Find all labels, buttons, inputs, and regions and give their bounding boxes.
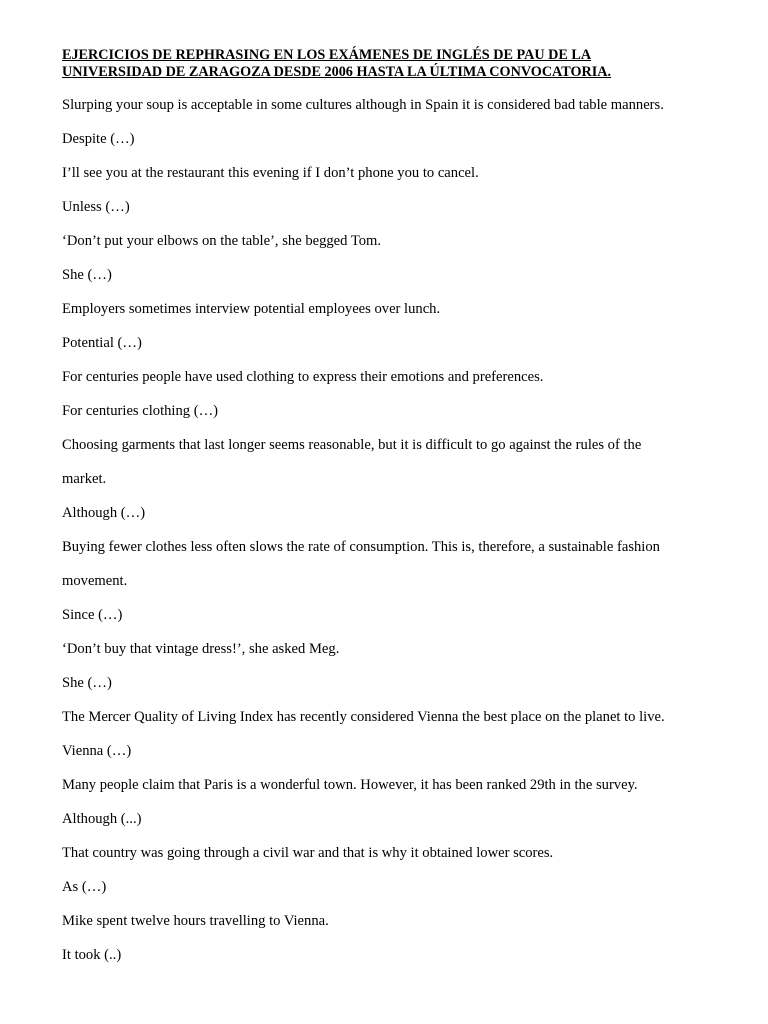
- exercise-sentence: Many people claim that Paris is a wonderful town. However, it has been ranked 29th in the survey.: [62, 777, 638, 793]
- exercise-sentence: ‘Don’t put your elbows on the table’, she begged Tom.: [62, 233, 382, 249]
- exercise-sentence: That country was going through a civil war and that is why it obtained lower scores.: [62, 845, 554, 861]
- exercise-sentence-continuation: movement.: [62, 573, 128, 589]
- exercise-sentence: Choosing garments that last longer seems reasonable, but it is difficult to go against the rules of the: [62, 437, 642, 453]
- exercise-sentence: Slurping your soup is acceptable in some cultures although in Spain it is considered bad table manners.: [62, 97, 664, 113]
- exercise-prompt: It took (..): [62, 947, 122, 963]
- document-page: [62, 47, 722, 972]
- title-line-1: EJERCICIOS DE REPHRASING EN LOS EXÁMENES DE INGLÉS DE PAU DE LA: [62, 47, 592, 63]
- exercise-prompt: For centuries clothing (…): [62, 403, 219, 419]
- exercise-prompt: Since (…): [62, 607, 123, 623]
- exercise-sentence: Mike spent twelve hours travelling to Vienna.: [62, 913, 329, 929]
- title-line-2: UNIVERSIDAD DE ZARAGOZA DESDE 2006 HASTA LA ÚLTIMA CONVOCATORIA.: [62, 64, 612, 80]
- exercise-sentence: For centuries people have used clothing to express their emotions and preferences.: [62, 369, 544, 385]
- document-title: [62, 47, 722, 81]
- exercise-sentence: Buying fewer clothes less often slows the rate of consumption. This is, therefore, a sustainable fashion: [62, 539, 660, 555]
- exercise-prompt: Although (…): [62, 505, 146, 521]
- exercise-prompt: Vienna (…): [62, 743, 132, 759]
- exercise-prompt: Despite (…): [62, 131, 135, 147]
- exercise-sentence: I’ll see you at the restaurant this evening if I don’t phone you to cancel.: [62, 165, 479, 181]
- exercise-prompt: Although (...): [62, 811, 142, 827]
- exercise-sentence: Employers sometimes interview potential employees over lunch.: [62, 301, 441, 317]
- exercise-sentence: The Mercer Quality of Living Index has recently considered Vienna the best place on the planet to live.: [62, 709, 665, 725]
- exercise-prompt: Unless (…): [62, 199, 130, 215]
- exercise-list: [62, 88, 722, 972]
- exercise-sentence-continuation: market.: [62, 471, 107, 487]
- exercise-prompt: Potential (…): [62, 335, 142, 351]
- exercise-prompt: She (…): [62, 675, 112, 691]
- exercise-sentence: ‘Don’t buy that vintage dress!’, she asked Meg.: [62, 641, 340, 657]
- exercise-prompt: As (…): [62, 879, 107, 895]
- exercise-prompt: She (…): [62, 267, 112, 283]
